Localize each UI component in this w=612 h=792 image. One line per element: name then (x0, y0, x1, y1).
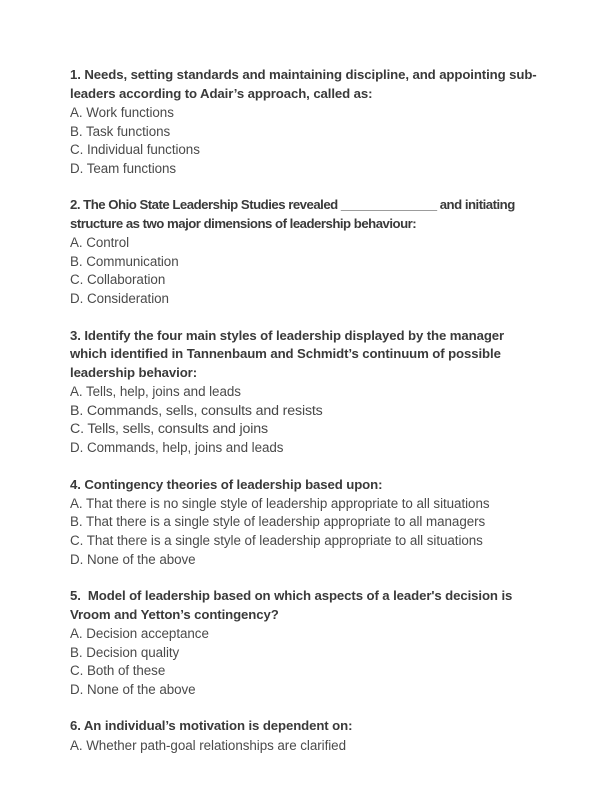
option-d[interactable]: D. Consideration (70, 290, 169, 306)
option-a[interactable]: A. That there is no single style of leadership appropriate to all situations (70, 495, 490, 511)
option-c[interactable]: C. Tells, sells, consults and joins (70, 421, 268, 438)
option-a[interactable]: A. Decision acceptance (70, 626, 209, 642)
question-stem: 1. Needs, setting standards and maintaining discipline, and appointing sub-leaders according to Adair’s approach, called as: (70, 67, 537, 101)
option-list (70, 737, 552, 756)
question-stem: 4. Contingency theories of leadership based upon: (70, 476, 383, 492)
question-stem: 2. The Ohio State Leadership Studies revealed ______________ and initiating structure as two major dimensions of leadership behaviour: (70, 197, 518, 231)
option-d[interactable]: D. Commands, help, joins and leads (70, 439, 284, 455)
option-a[interactable]: A. Tells, help, joins and leads (70, 384, 241, 400)
option-list (70, 104, 552, 178)
option-list (70, 234, 552, 308)
question-stem: 6. An individual’s motivation is dependent on: (70, 718, 353, 734)
option-d[interactable]: D. Team functions (70, 160, 177, 176)
question-block (70, 476, 552, 570)
option-list (70, 495, 552, 569)
option-c[interactable]: C. Both of these (70, 663, 166, 679)
question-stem: 3. Identify the four main styles of leadership displayed by the manager which identified in Tannenbaum and Schmidt’s continuum of possible leadership behavior: (70, 327, 508, 380)
option-d[interactable]: D. None of the above (70, 551, 196, 567)
option-c[interactable]: C. That there is a single style of leadership appropriate to all situations (70, 532, 483, 548)
quiz-question-list (70, 66, 552, 755)
question-block (70, 196, 552, 308)
question-block (70, 327, 552, 458)
option-b[interactable]: B. Decision quality (70, 644, 180, 660)
question-block (70, 66, 552, 178)
option-b[interactable]: B. That there is a single style of leadership appropriate to all managers (70, 514, 486, 530)
option-c[interactable]: C. Collaboration (70, 272, 166, 288)
option-list (70, 383, 552, 457)
option-a[interactable]: A. Whether path-goal relationships are clarified (70, 737, 346, 753)
question-stem: 5. Model of leadership based on which aspects of a leader's decision is Vroom and Yetton’s contingency? (70, 588, 516, 622)
option-a[interactable]: A. Work functions (70, 104, 174, 120)
option-b[interactable]: B. Commands, sells, consults and resists (70, 402, 323, 419)
option-list (70, 625, 552, 699)
question-block (70, 717, 552, 755)
option-d[interactable]: D. None of the above (70, 681, 196, 697)
option-a[interactable]: A. Control (70, 235, 130, 251)
option-c[interactable]: C. Individual functions (70, 142, 200, 158)
option-b[interactable]: B. Task functions (70, 123, 171, 139)
question-block (70, 587, 552, 699)
option-b[interactable]: B. Communication (70, 253, 179, 269)
